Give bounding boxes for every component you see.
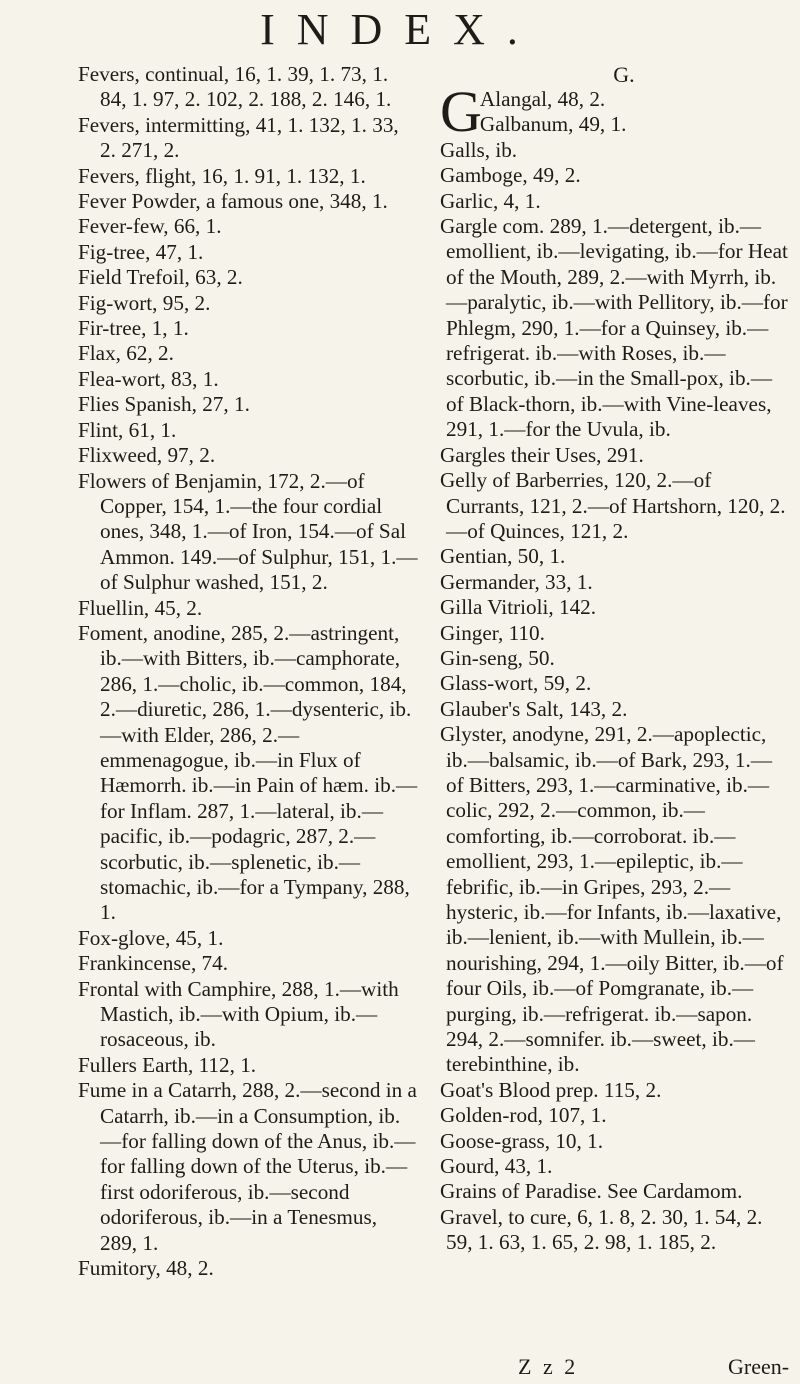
left-column — [78, 62, 418, 1282]
index-entry: Germander, 33, 1. — [440, 569, 593, 594]
index-entry: Fevers, intermitting, 41, 1. 132, 1. 33, 2. 271, 2. — [78, 112, 399, 163]
index-entry: Gamboge, 49, 2. — [440, 163, 581, 188]
index-entry-text: Alangal, 48, 2. — [479, 87, 606, 111]
index-entry: Frontal with Camphire, 288, 1.—with Mastich, ib.—with Opium, ib.—rosaceous, ib. — [78, 976, 399, 1052]
index-entry: Fever-few, 66, 1. — [78, 214, 222, 239]
index-entry: Flowers of Benjamin, 172, 2.—of Copper, 154, 1.—the four cordial ones, 348, 1.—of Iron, 154.—of Sal Ammon. 149.—of Sulphur, 151, 1.—of Sulphur washed, 151, 2. — [78, 468, 418, 595]
drop-cap: G — [440, 79, 482, 144]
index-entry: Gentian, 50, 1. — [440, 544, 566, 569]
index-entry: Golden-rod, 107, 1. — [440, 1103, 607, 1128]
right-entries — [440, 112, 788, 1255]
index-entry: Flint, 61, 1. — [78, 417, 177, 442]
index-entry: Fevers, continual, 16, 1. 39, 1. 73, 1. 84, 1. 97, 2. 102, 2. 188, 2. 146, 1. — [78, 62, 392, 112]
index-entry: Goose-grass, 10, 1. — [440, 1128, 604, 1153]
index-entry: Goat's Blood prep. 115, 2. — [440, 1077, 662, 1102]
index-entry: Gin-seng, 50. — [440, 645, 555, 670]
index-entry: Galls, ib. — [440, 137, 518, 162]
page-header: INDEX. — [260, 5, 540, 54]
index-entry: Fumitory, 48, 2. — [78, 1256, 214, 1281]
catchword: Green- — [728, 1354, 790, 1379]
index-entry: Fig-wort, 95, 2. — [78, 290, 211, 315]
index-entry: Glauber's Salt, 143, 2. — [440, 696, 628, 721]
right-column — [440, 62, 788, 1256]
index-entry: Fume in a Catarrh, 288, 2.—second in a Catarrh, ib.—in a Consumption, ib.—for falling down of the Anus, ib.—for falling down of the Uterus, ib.—first odoriferous, ib.—second odoriferous, ib.—in a Tenesmus, 289, 1. — [78, 1078, 417, 1255]
index-entry: Fever Powder, a famous one, 348, 1. — [78, 189, 388, 214]
index-entry: Flixweed, 97, 2. — [78, 443, 216, 468]
index-entry: Fox-glove, 45, 1. — [78, 925, 224, 950]
index-entry: Fullers Earth, 112, 1. — [78, 1052, 257, 1077]
index-entry: Field Trefoil, 63, 2. — [78, 265, 243, 290]
section-heading: G. — [613, 62, 635, 87]
index-entry: Fig-tree, 47, 1. — [78, 239, 204, 264]
index-entry: Gargle com. 289, 1.—detergent, ib.—emollient, ib.—levigating, ib.—for Heat of the Mouth, 289, 2.—with Myrrh, ib.—paralytic, ib.—with Pellitory, ib.—for Phlegm, 290, 1.—for a Quinsey, ib.—refrigerat. ib.—with Roses, ib.—scorbutic, ib.—in the Small-pox, ib.—of Black-thorn, ib.—with Vine-leaves, 291, 1.—for the Uvula, ib. — [440, 214, 788, 442]
index-entry: Grains of Paradise. See Cardamom. — [440, 1179, 743, 1204]
index-entry: Ginger, 110. — [440, 620, 545, 645]
index-entry: Gelly of Barberries, 120, 2.—of Currants, 121, 2.—of Hartshorn, 120, 2.—of Quinces, 121, 2. — [440, 468, 786, 543]
signature-mark: Z z 2 — [518, 1354, 576, 1379]
index-entry: Frankincense, 74. — [78, 951, 229, 976]
index-entry: Fevers, flight, 16, 1. 91, 1. 132, 1. — [78, 163, 366, 188]
index-entry: Flea-wort, 83, 1. — [78, 366, 219, 391]
index-entry: Gargles their Uses, 291. — [440, 442, 644, 467]
index-entry: Galbanum, 49, 1. — [479, 112, 627, 137]
index-entry: Gourd, 43, 1. — [440, 1154, 553, 1179]
index-entry: Fir-tree, 1, 1. — [78, 316, 189, 341]
index-entry: Glyster, anodyne, 291, 2.—apoplectic, ib.—balsamic, ib.—of Bark, 293, 1.—of Bitters, 293, 1.—carminative, ib.—colic, 292, 2.—common, ib.—comforting, ib.—corroborat. ib.—emollient, 293, 1.—epileptic, ib.—febrific, ib.—in Gripes, 293, 2.—hysteric, ib.—for Infants, ib.—laxative, ib.—lenient, ib.—with Mullein, ib.—nourishing, 294, 1.—oily Bitter, ib.—of four Oils, ib.—of Pomgranate, ib.—purging, ib.—refrigerat. ib.—sapon. 294, 2.—somnifer. ib.—sweet, ib.—terebinthine, ib. — [440, 722, 784, 1077]
index-entry: Foment, anodine, 285, 2.—astringent, ib.—with Bitters, ib.—camphorate, 286, 1.—cholic, ib.—common, 184, 2.—diuretic, 286, 1.—dysenteric, ib.—with Elder, 286, 2.—emmenagogue, ib.—in Flux of Hæmorrh. ib.—in Pain of hæm. ib.—for Inflam. 287, 1.—lateral, ib.—pacific, ib.—podagric, 287, 2.—scorbutic, ib.—splenetic, ib.—stomachic, ib.—for a Tympany, 288, 1. — [78, 620, 418, 925]
index-entry: Flies Spanish, 27, 1. — [78, 392, 250, 417]
index-entry: Flax, 62, 2. — [78, 341, 174, 366]
index-entry: Glass-wort, 59, 2. — [440, 671, 592, 696]
index-entry: Garlic, 4, 1. — [440, 188, 541, 213]
index-entry: Gilla Vitrioli, 142. — [440, 595, 597, 620]
index-entry: Gravel, to cure, 6, 1. 8, 2. 30, 1. 54, 2. 59, 1. 63, 1. 65, 2. 98, 1. 185, 2. — [440, 1204, 763, 1255]
index-entry: Fluellin, 45, 2. — [78, 595, 203, 620]
